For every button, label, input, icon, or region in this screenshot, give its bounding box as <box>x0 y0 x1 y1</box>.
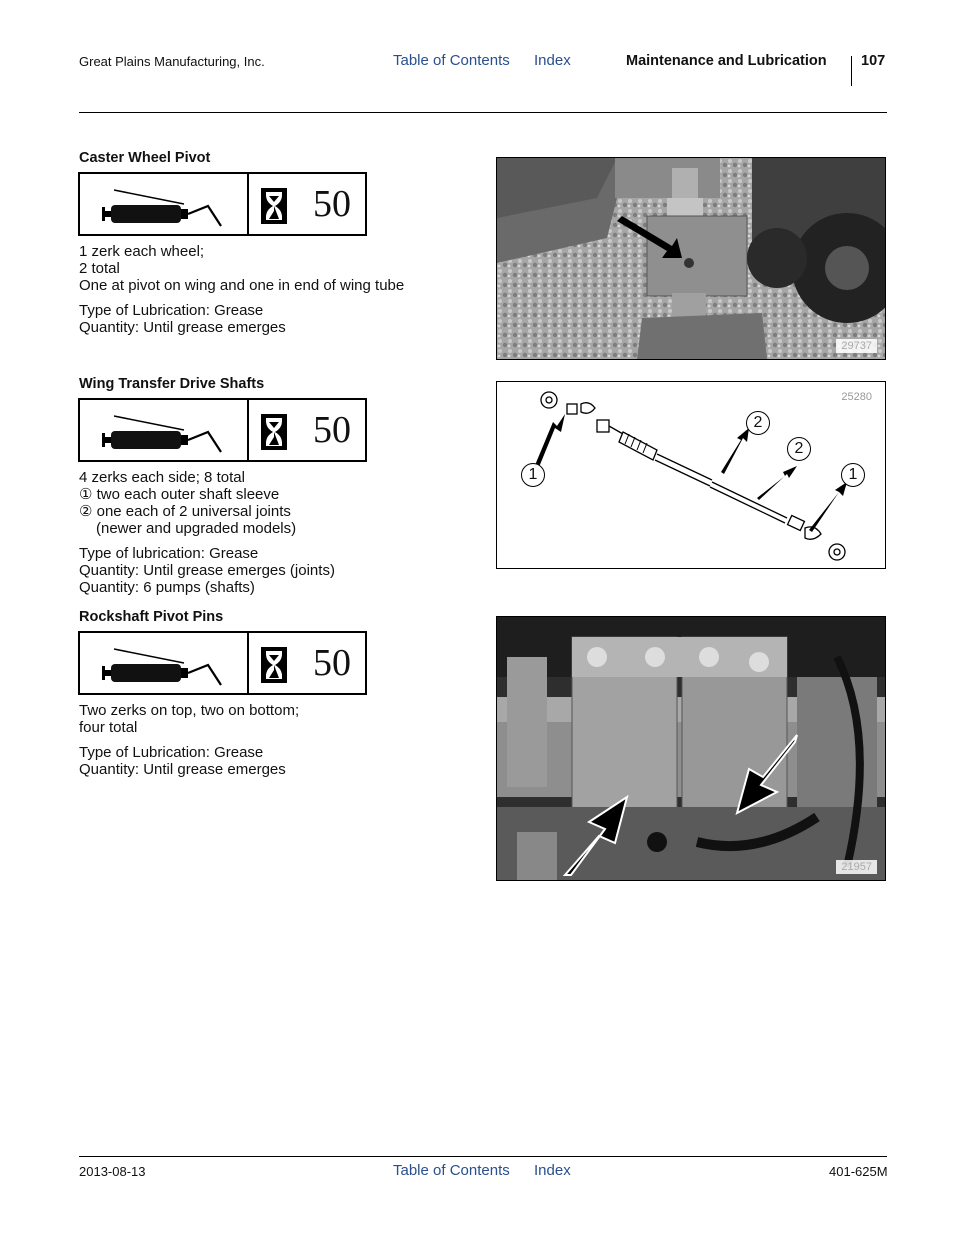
text-line: Quantity: Until grease emerges (joints) <box>79 562 335 579</box>
hourglass-icon <box>261 414 287 450</box>
text-line: 4 zerks each side; 8 total <box>79 469 245 486</box>
header-rule <box>79 112 887 113</box>
footer-rule <box>79 1156 887 1157</box>
section-text-caster <box>79 243 404 336</box>
text-line: 1 zerk each wheel; <box>79 243 205 260</box>
hourglass-icon <box>261 188 287 224</box>
photo-caster-wheel-pivot <box>496 157 886 360</box>
lube-interval-box <box>78 172 367 236</box>
chapter-title: Maintenance and Lubrication <box>626 53 827 69</box>
text-line: 2 total <box>79 260 120 277</box>
lube-interval-box <box>78 631 367 695</box>
footer-index-link[interactable]: Index <box>534 1162 571 1179</box>
callout-2: 2 <box>787 437 811 461</box>
text-line: Quantity: 6 pumps (shafts) <box>79 579 255 596</box>
interval-hours: 50 <box>313 409 351 451</box>
text-line: ① two each outer shaft sleeve <box>79 486 280 503</box>
interval-hours: 50 <box>313 642 351 684</box>
figure-number: 29737 <box>836 339 877 353</box>
photo-rockshaft-pivot-pins <box>496 616 886 881</box>
grease-gun-icon <box>80 633 249 693</box>
hourglass-icon <box>261 647 287 683</box>
text-line: (newer and upgraded models) <box>96 520 297 537</box>
lube-interval-box <box>78 398 367 462</box>
page-number: 107 <box>861 53 886 69</box>
text-line: four total <box>79 719 138 736</box>
diagram-drive-shaft <box>496 381 886 569</box>
interval-hours: 50 <box>313 183 351 225</box>
grease-gun-icon <box>80 174 249 234</box>
text-line: Two zerks on top, two on bottom; <box>79 702 300 719</box>
footer-doc-number: 401-625M <box>829 1164 888 1179</box>
text-line: Type of lubrication: Grease <box>79 545 259 562</box>
header-toc-link[interactable]: Table of Contents <box>393 52 510 69</box>
figure-number: 21957 <box>836 860 877 874</box>
figure-number: 25280 <box>841 391 872 403</box>
callout-1: 1 <box>521 463 545 487</box>
callout-1: 1 <box>841 463 865 487</box>
text-line: Type of Lubrication: Grease <box>79 302 264 319</box>
section-text-rockshaft <box>79 702 299 778</box>
section-title-rockshaft-pivot-pins: Rockshaft Pivot Pins <box>79 609 224 625</box>
text-line: Quantity: Until grease emerges <box>79 319 286 336</box>
callout-2: 2 <box>746 411 770 435</box>
section-text-drive-shafts <box>79 469 335 596</box>
footer-toc-link[interactable]: Table of Contents <box>393 1162 510 1179</box>
header-index-link[interactable]: Index <box>534 52 571 69</box>
header-divider <box>851 56 852 86</box>
grease-gun-icon <box>80 400 249 460</box>
section-title-caster-wheel-pivot: Caster Wheel Pivot <box>79 150 211 166</box>
text-line: Type of Lubrication: Grease <box>79 744 264 761</box>
text-line: ② one each of 2 universal joints <box>79 503 291 520</box>
section-title-wing-transfer-drive-shafts: Wing Transfer Drive Shafts <box>79 376 265 392</box>
text-line: Quantity: Until grease emerges <box>79 761 286 778</box>
company-name: Great Plains Manufacturing, Inc. <box>79 54 265 69</box>
text-line: One at pivot on wing and one in end of wing tube <box>79 277 405 294</box>
footer-date: 2013-08-13 <box>79 1164 146 1179</box>
